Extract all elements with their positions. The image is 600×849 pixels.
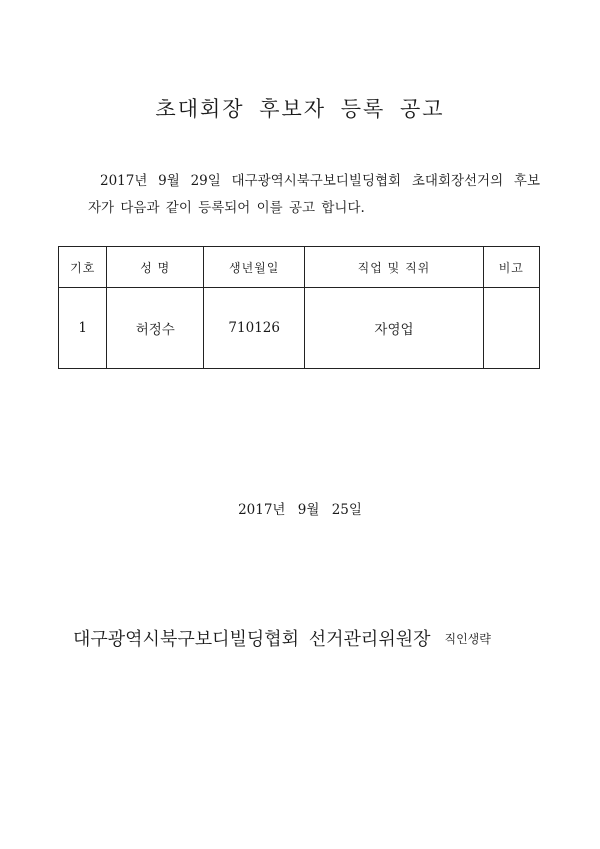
cell-occupation: 자영업	[305, 288, 483, 369]
header-occupation: 직업 및 직위	[305, 247, 483, 288]
announcement-paragraph	[88, 168, 540, 222]
issuer-line	[73, 625, 491, 651]
issuer-name: 대구광역시북구보디빌딩협회 선거관리위원장	[73, 629, 431, 650]
candidate-table	[58, 246, 540, 369]
announcement-date: 2017년 9월 25일	[238, 502, 362, 518]
cell-birthdate: 710126	[204, 288, 305, 369]
header-birthdate: 생년월일	[204, 247, 305, 288]
announcement-line-2: 자가 다음과 같이 등록되어 이를 공고 합니다.	[88, 200, 365, 216]
announcement-line-1: 2017년 9월 29일 대구광역시북구보디빌딩협회 초대회장선거의 후보	[100, 173, 540, 189]
seal-note: 직인생략	[444, 632, 491, 646]
cell-name: 허정수	[107, 288, 204, 369]
document-title: 초대회장 후보자 등록 공고	[155, 97, 445, 121]
header-remarks: 비고	[483, 247, 539, 288]
table-row	[59, 288, 540, 369]
table-header-row	[59, 247, 540, 288]
cell-number: 1	[59, 288, 107, 369]
cell-remarks	[483, 288, 539, 369]
header-number: 기호	[59, 247, 107, 288]
header-name: 성 명	[107, 247, 204, 288]
